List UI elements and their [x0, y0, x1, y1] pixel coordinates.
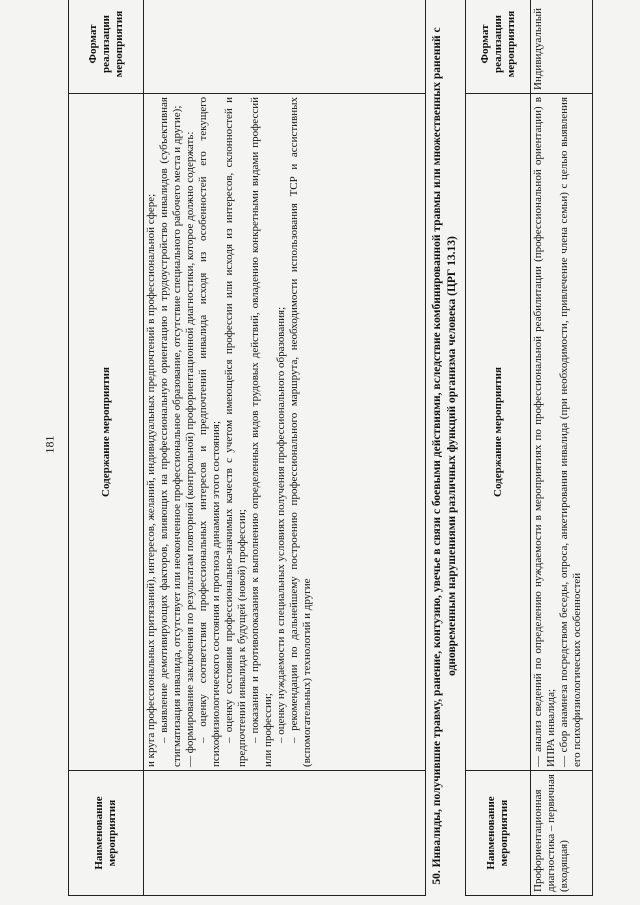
content-paragraph: – выявление демотивирующих факторов, влияющих на профессиональную ориентацию и трудоустройство инвалидов (субъективная стигматизация инвалида, отсутствует или неоконченное профессиональное образование, отсутствие специального рабочего места и другие);	[158, 97, 183, 767]
header-activity-name: Наименование мероприятия	[69, 771, 144, 896]
header-activity-format: Формат реализации мероприятия	[69, 0, 144, 94]
table-row	[531, 0, 593, 896]
header-activity-name: Наименование мероприятия	[466, 771, 531, 896]
content-paragraph: — анализ сведений по определению нуждаемости в мероприятиях по профессиональной реабилитации (профессиональной ориентации) в ИПРА инвалида;	[532, 97, 557, 767]
section-title: 50. Инвалиды, получившие травму, ранение, контузию, увечье в связи с боевыми действиями, вследствие комбинированной травмы или множественных ранений с одновременным нарушениями различных функций организма человека (ЦРГ 13.13)	[431, 27, 458, 885]
page-number: 181	[42, 435, 57, 454]
content-paragraph: – оценку соответствия профессиональных интересов и предпочтений инвалида исходя из особенностей его текущего психофизиологического состояния и прогноза динамики этого состояния;	[197, 97, 222, 767]
table-cell-format-empty	[144, 0, 426, 94]
content-paragraph: — сбор анамнеза посредством беседы, опроса, анкетирования инвалида (при необходимости, привлечение члена семьи) с целью выявления его психофизиологических особенностей	[558, 97, 583, 767]
activities-table-continued	[68, 0, 426, 896]
content-paragraph: — формирование заключения по результатам повторной (контрольной) профориентационной диагностики, которое должно содержать:	[184, 131, 196, 767]
content-paragraph: – рекомендации по дальнейшему построению профессионального маршрута, необходимости использования ТСР и ассистивных (вспомогательных) технологий и другие	[288, 97, 313, 767]
activity-name-cell: Профориентационная диагностика – первичная (входящая)	[531, 771, 593, 896]
table-cell-name-empty	[144, 771, 426, 896]
table-cell-content	[144, 94, 426, 771]
content-paragraph: – оценку состояния профессионально-значимых качеств с учетом имеющейся профессии или исходя из интересов, склонностей и предпочтений инвалида к будущей (новой) профессии;	[223, 97, 248, 767]
content-paragraph: – оценку нуждаемости в специальных условиях получения профессионального образования;	[275, 306, 287, 743]
header-activity-content: Содержание мероприятия	[69, 94, 144, 771]
activities-table-section-50	[465, 0, 593, 896]
content-paragraph: – показания и противопоказания к выполнению определенных видов трудовых действий, овладению конкретными видами профессий или профессии;	[249, 97, 274, 767]
rotated-page-content	[68, 8, 628, 896]
activity-format-cell: Индивидуальный	[531, 0, 593, 94]
content-paragraph: и круга профессиональных притязаний), интересов, желаний, индивидуальных предпочтений в профессиональной сфере;	[145, 193, 157, 767]
header-activity-content: Содержание мероприятия	[466, 94, 531, 771]
activity-content-cell	[531, 94, 593, 771]
header-activity-format: Формат реализации мероприятия	[466, 0, 531, 94]
